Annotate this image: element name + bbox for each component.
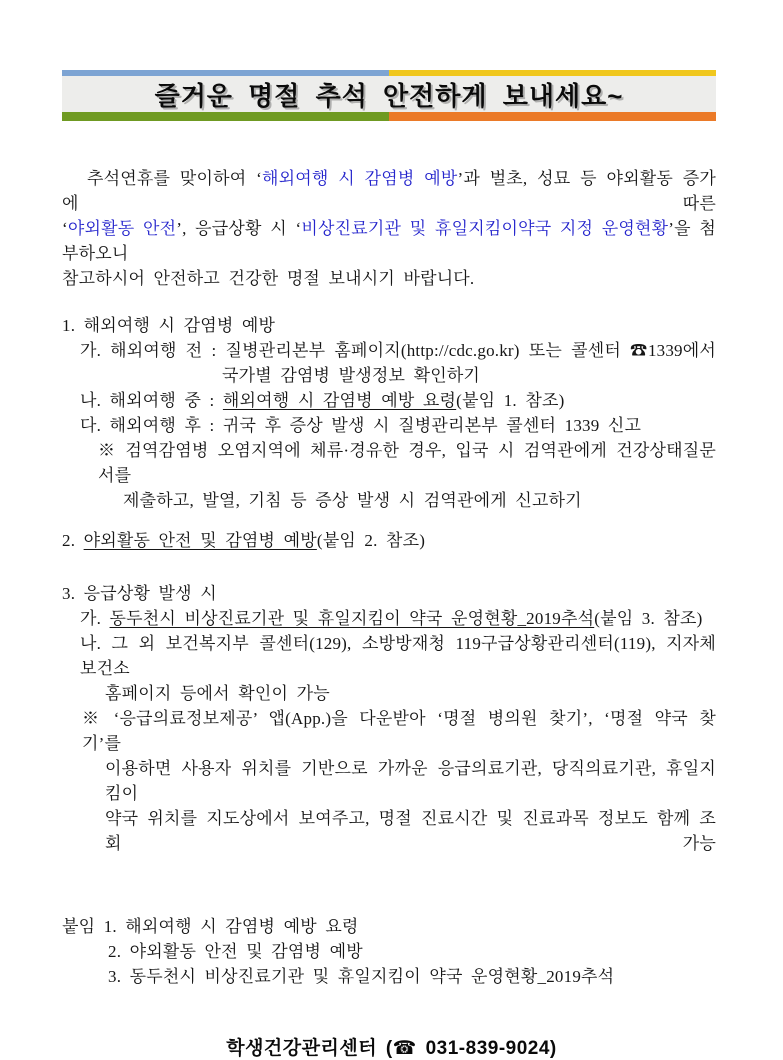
section-3-item-ga-pre: 가. [80,609,110,628]
section-1-item-ga-line-1: 가. 해외여행 전 : 질병관리본부 홈페이지(http://cdc.go.kr) 또는 콜센터 ☎1339에서 [80,341,716,360]
intro-line-1-post: ’과 벌초, 성묘 등 야외활동 증가에 따른 [62,169,716,213]
section-1-item-na-post: (붙임 1. 참조) [456,391,565,410]
emphasis-emergency-clinics: 비상진료기관 및 휴일지킴이약국 지정 운영현황 [301,219,669,238]
underlined-outdoor-safety: 야외활동 안전 및 감염병 예방 [83,531,317,550]
intro-line-1 [62,166,716,216]
underlined-travel-prevention-guide: 해외여행 시 감염병 예방 요령 [222,391,457,410]
intro-line-2-post: ’을 첨부하오니 [62,219,717,263]
intro-line-2 [62,216,716,266]
intro-line-2-mid: ’, 응급상황 시 ‘ [176,219,302,238]
section-1-overseas-travel [62,313,716,513]
section-3-note-line-2: 이용하면 사용자 위치를 기반으로 가까운 응급의료기관, 당직의료기관, 휴일지킴이 [105,759,716,803]
section-3-item-ga [62,606,716,631]
section-2-heading [62,528,716,553]
emphasis-outdoor-safety: 야외활동 안전 [67,219,177,238]
section-1-item-da: 다. 해외여행 후 : 귀국 후 증상 발생 시 질병관리본부 콜센터 1339 신고 [80,416,642,435]
underlined-dongducheon-clinics: 동두천시 비상진료기관 및 휴일지킴이 약국 운영현황_2019추석 [109,609,595,628]
section-3-item-na-line-1: 나. 그 외 보건복지부 콜센터(129), 소방방재청 119구급상황관리센터(119), 지자체 보건소 [80,634,716,678]
section-1-note-line-2: 제출하고, 발열, 기침 등 증상 발생 시 검역관에게 신고하기 [123,491,582,510]
intro-line-2-quote: ‘ [62,219,68,238]
document-page [0,70,783,1059]
section-3-item-na-line-2: 홈페이지 등에서 확인이 가능 [105,684,330,703]
banner-bottom-bar [62,112,716,121]
section-3-note-line-1: ※ ‘응급의료정보제공’ 앱(App.)을 다운받아 ‘명절 병의원 찾기’, ‘명절 약국 찾기’를 [82,709,716,753]
section-1-note-line-1: ※ 검역감염병 오염지역에 체류·경유한 경우, 입국 시 검역관에게 건강상태질문서를 [98,441,716,485]
section-3-emergency [62,581,716,856]
banner-title-band [62,76,716,112]
page-title: 즐거운 명절 추석 안전하게 보내세요~ [154,80,624,111]
section-3-item-ga-post: (붙임 3. 참조) [594,609,703,628]
section-1-heading: 1. 해외여행 시 감염병 예방 [62,316,276,335]
footer-contact: 학생건강관리센터 (☎ 031-839-9024) [226,1038,557,1059]
attachment-item-3: 3. 동두천시 비상진료기관 및 휴일지킴이 약국 운영현황_2019추석 [108,967,615,986]
section-1-item-na [62,388,716,413]
section-3-note-line-3: 약국 위치를 지도상에서 보여주고, 명절 진료시간 및 진료과목 정보도 함께 조회 가능 [105,809,716,853]
section-2-post: (붙임 2. 참조) [316,531,426,550]
attachment-item-2: 2. 야외활동 안전 및 감염병 예방 [108,942,363,961]
intro-line-1-pre: 추석연휴를 맞이하여 ‘ [87,169,262,188]
banner-bottom-bar-orange [389,112,716,121]
emphasis-overseas-travel: 해외여행 시 감염병 예방 [261,169,458,188]
intro-paragraph [62,166,716,291]
intro-line-3: 참고하시어 안전하고 건강한 명절 보내시기 바랍니다. [62,269,475,288]
section-2-number: 2. [62,531,84,550]
attachments-list [62,914,716,989]
title-banner [62,70,716,121]
section-2-outdoor-safety [62,528,716,553]
section-1-item-na-pre: 나. 해외여행 중 : [80,391,223,410]
banner-bottom-bar-green [62,112,389,121]
attachment-item-1: 붙임 1. 해외여행 시 감염병 예방 요령 [62,917,359,936]
section-1-item-ga-line-2: 국가별 감염병 발생정보 확인하기 [222,366,481,385]
section-3-heading: 3. 응급상황 발생 시 [62,584,217,603]
